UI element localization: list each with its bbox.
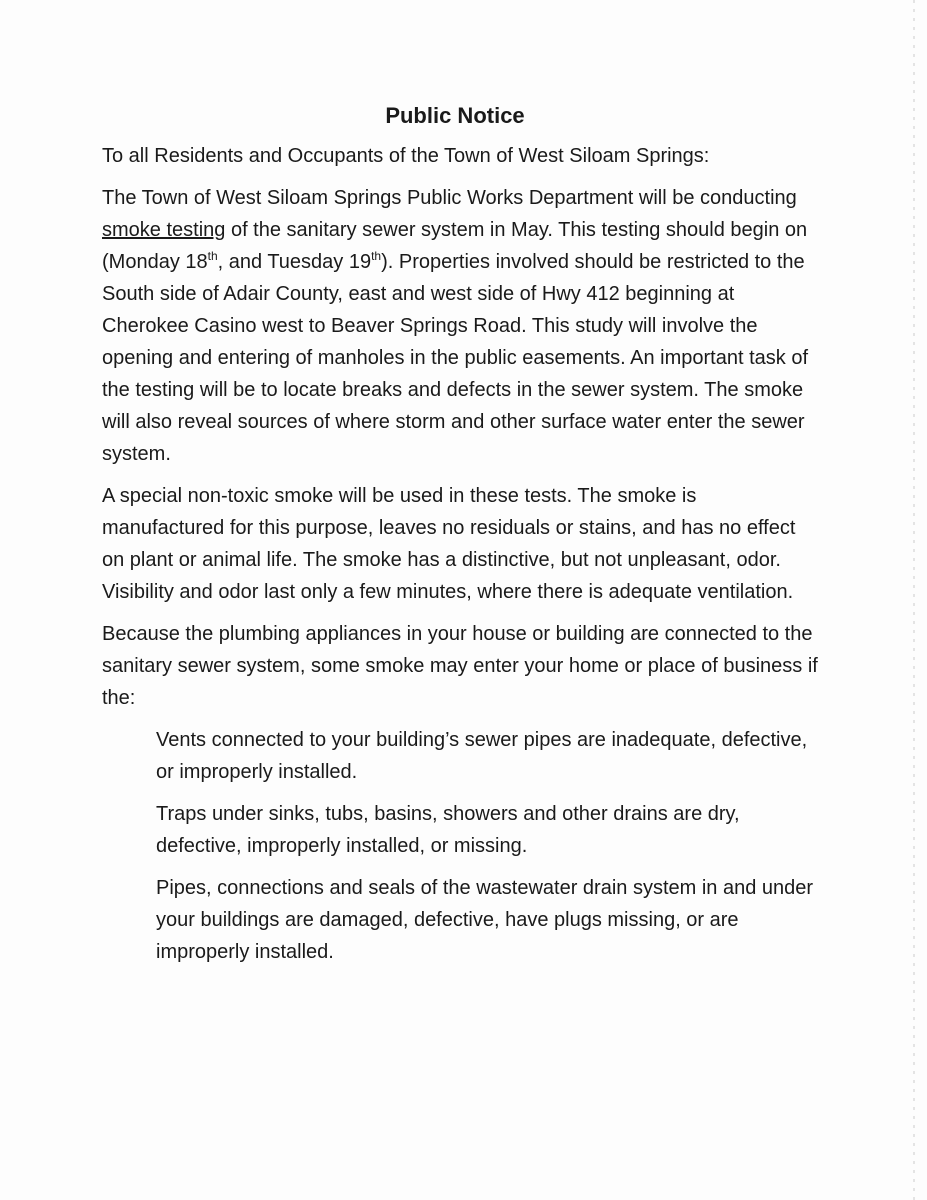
smoke-testing-underlined: smoke testing — [102, 219, 226, 241]
condition-item-pipes: Pipes, connections and seals of the wastewater drain system in and under your buildings are damaged, defective, have plugs missing, or are improperly installed. — [156, 877, 814, 963]
condition-item-vents: Vents connected to your building’s sewer pipes are inadequate, defective, or improperly installed. — [156, 729, 808, 783]
ordinal-suffix-19: th — [371, 249, 382, 263]
notice-body — [102, 100, 822, 978]
paragraph-testing-schedule — [102, 182, 822, 470]
scan-edge-artifact — [913, 0, 915, 1200]
paragraph-smoke-safety: A special non-toxic smoke will be used in these tests. The smoke is manufactured for this purpose, leaves no residuals or stains, and has no effect on plant or animal life. The smoke has a distinctive, but not unpleasant, odor. Visibility and odor last only a few minutes, where there is adequate ventilation. — [102, 485, 796, 603]
condition-item-traps: Traps under sinks, tubs, basins, showers and other drains are dry, defective, improperly installed, or missing. — [156, 803, 740, 857]
paragraph-smoke-entry: Because the plumbing appliances in your house or building are connected to the sanitary sewer system, some smoke may enter your home or place of business if the: — [102, 623, 818, 709]
ordinal-suffix-18: th — [207, 249, 218, 263]
notice-title: Public Notice — [385, 103, 525, 128]
conditions-list — [102, 724, 822, 968]
p1-text-d: ). Properties involved should be restricted to the South side of Adair County, east and west side of Hwy 412 beginning at Cherokee Casino west to Beaver Springs Road. This study will involve the opening and entering of manholes in the public easements. An important task of the testing will be to locate breaks and defects in the sewer system. The smoke will also reveal sources of where storm and other surface water enter the sewer system. — [102, 251, 809, 465]
p1-text-c: , and Tuesday 19 — [217, 251, 372, 273]
p1-text-b: of the sanitary sewer system in May. This testing should begin on (Monday 18 — [102, 219, 808, 273]
p1-text-a: The Town of West Siloam Springs Public Works Department will be conducting — [102, 187, 797, 209]
greeting: To all Residents and Occupants of the Town of West Siloam Springs: — [102, 145, 710, 167]
